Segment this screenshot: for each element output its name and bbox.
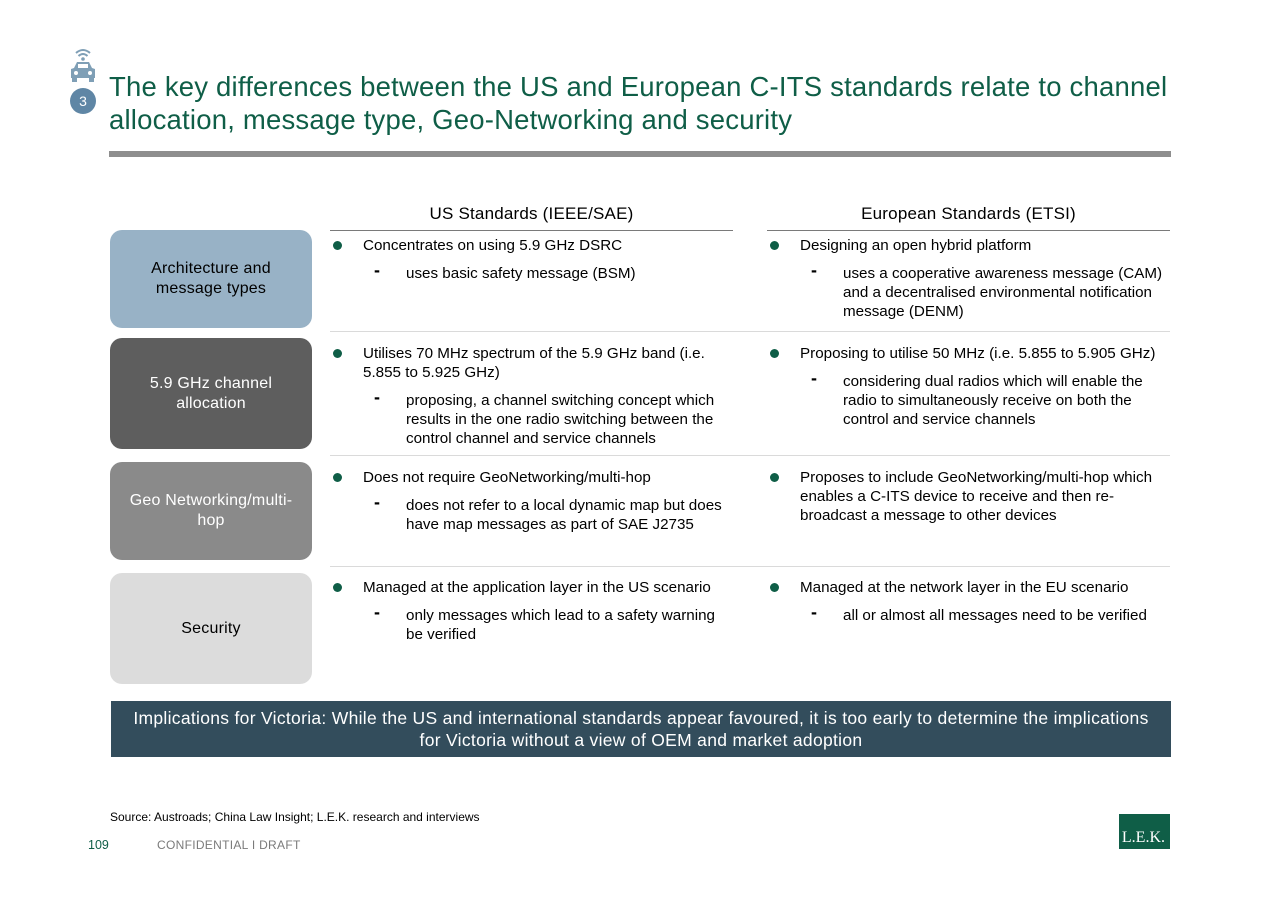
sub-bullet-dash: - — [811, 602, 817, 622]
row-divider — [330, 566, 1170, 567]
bullet-text: Proposes to include GeoNetworking/multi-hop which enables a C-ITS device to receive and then re-broadcast a message to other devices — [800, 469, 1153, 524]
cell-us-architecture — [331, 236, 733, 283]
cell-eu-architecture — [768, 236, 1170, 321]
sub-bullet-text: proposing, a channel switching concept which results in the one radio switching between the control channel and service channels — [406, 392, 715, 447]
bullet-dot — [770, 349, 779, 358]
row-label-security: Security — [110, 573, 312, 684]
confidential-text: CONFIDENTIAL — [157, 838, 249, 852]
confidential-separator: I — [251, 838, 256, 852]
sub-bullet-text: all or almost all messages need to be verified — [843, 607, 1147, 624]
bullet-dot — [333, 349, 342, 358]
title-divider — [109, 151, 1171, 157]
bullet-text: Utilises 70 MHz spectrum of the 5.9 GHz band (i.e. 5.855 to 5.925 GHz) — [363, 345, 705, 381]
bullet-dot — [770, 583, 779, 592]
row-divider — [330, 331, 1170, 332]
page-title: The key differences between the US and European C-ITS standards relate to channel allocation, message type, Geo-Networking and security — [109, 71, 1168, 135]
sub-bullet-text: does not refer to a local dynamic map but does have map messages as part of SAE J2735 — [406, 497, 722, 533]
bullet-dot — [333, 583, 342, 592]
sub-bullet-dash: - — [374, 602, 380, 622]
column-header-eu: European Standards (ETSI) — [767, 204, 1170, 231]
implications-text: Implications for Victoria: While the US and international standards appear favoured, it is too early to determine the implications for Victoria without a view of OEM and market adoption — [133, 708, 1149, 750]
sub-bullet-text: only messages which lead to a safety warning be verified — [406, 607, 715, 643]
cell-eu-geo — [768, 468, 1170, 525]
implications-banner — [111, 701, 1171, 757]
page-number: 109 — [88, 838, 109, 852]
sub-bullet-text: uses basic safety message (BSM) — [406, 265, 636, 282]
bullet-dot — [333, 241, 342, 250]
row-divider — [330, 455, 1170, 456]
cell-eu-channel — [768, 344, 1170, 429]
bullet-text: Managed at the application layer in the US scenario — [363, 579, 711, 596]
sub-bullet-dash: - — [374, 387, 380, 407]
draft-text: DRAFT — [259, 838, 301, 852]
cell-us-security — [331, 578, 733, 644]
bullet-dot — [770, 473, 779, 482]
row-label-channel-allocation: 5.9 GHz channel allocation — [110, 338, 312, 449]
confidential-label — [157, 838, 301, 852]
source-note: Source: Austroads; China Law Insight; L.E.K. research and interviews — [110, 810, 480, 824]
sub-bullet-dash: - — [811, 260, 817, 280]
connected-car-icon — [67, 44, 99, 84]
bullet-text: Proposing to utilise 50 MHz (i.e. 5.855 to 5.905 GHz) — [800, 345, 1156, 362]
lek-logo: L.E.K. — [1119, 814, 1170, 849]
cell-us-geo — [331, 468, 733, 534]
sub-bullet-dash: - — [374, 260, 380, 280]
cell-us-channel — [331, 344, 733, 448]
cell-eu-security — [768, 578, 1170, 625]
row-label-geo-networking: Geo Networking/multi-hop — [110, 462, 312, 560]
bullet-text: Concentrates on using 5.9 GHz DSRC — [363, 237, 623, 254]
bullet-text: Does not require GeoNetworking/multi-hop — [363, 469, 651, 486]
sub-bullet-text: considering dual radios which will enable the radio to simultaneously receive on both the control and service channels — [843, 373, 1143, 428]
bullet-dot — [770, 241, 779, 250]
bullet-text: Managed at the network layer in the EU scenario — [800, 579, 1129, 596]
sub-bullet-dash: - — [811, 368, 817, 388]
section-number-badge: 3 — [70, 88, 96, 114]
row-label-architecture: Architecture and message types — [110, 230, 312, 328]
bullet-dot — [333, 473, 342, 482]
sub-bullet-text: uses a cooperative awareness message (CAM) and a decentralised environmental notification message (DENM) — [843, 265, 1163, 320]
sub-bullet-dash: - — [374, 492, 380, 512]
bullet-text: Designing an open hybrid platform — [800, 237, 1032, 254]
column-header-us: US Standards (IEEE/SAE) — [330, 204, 733, 231]
